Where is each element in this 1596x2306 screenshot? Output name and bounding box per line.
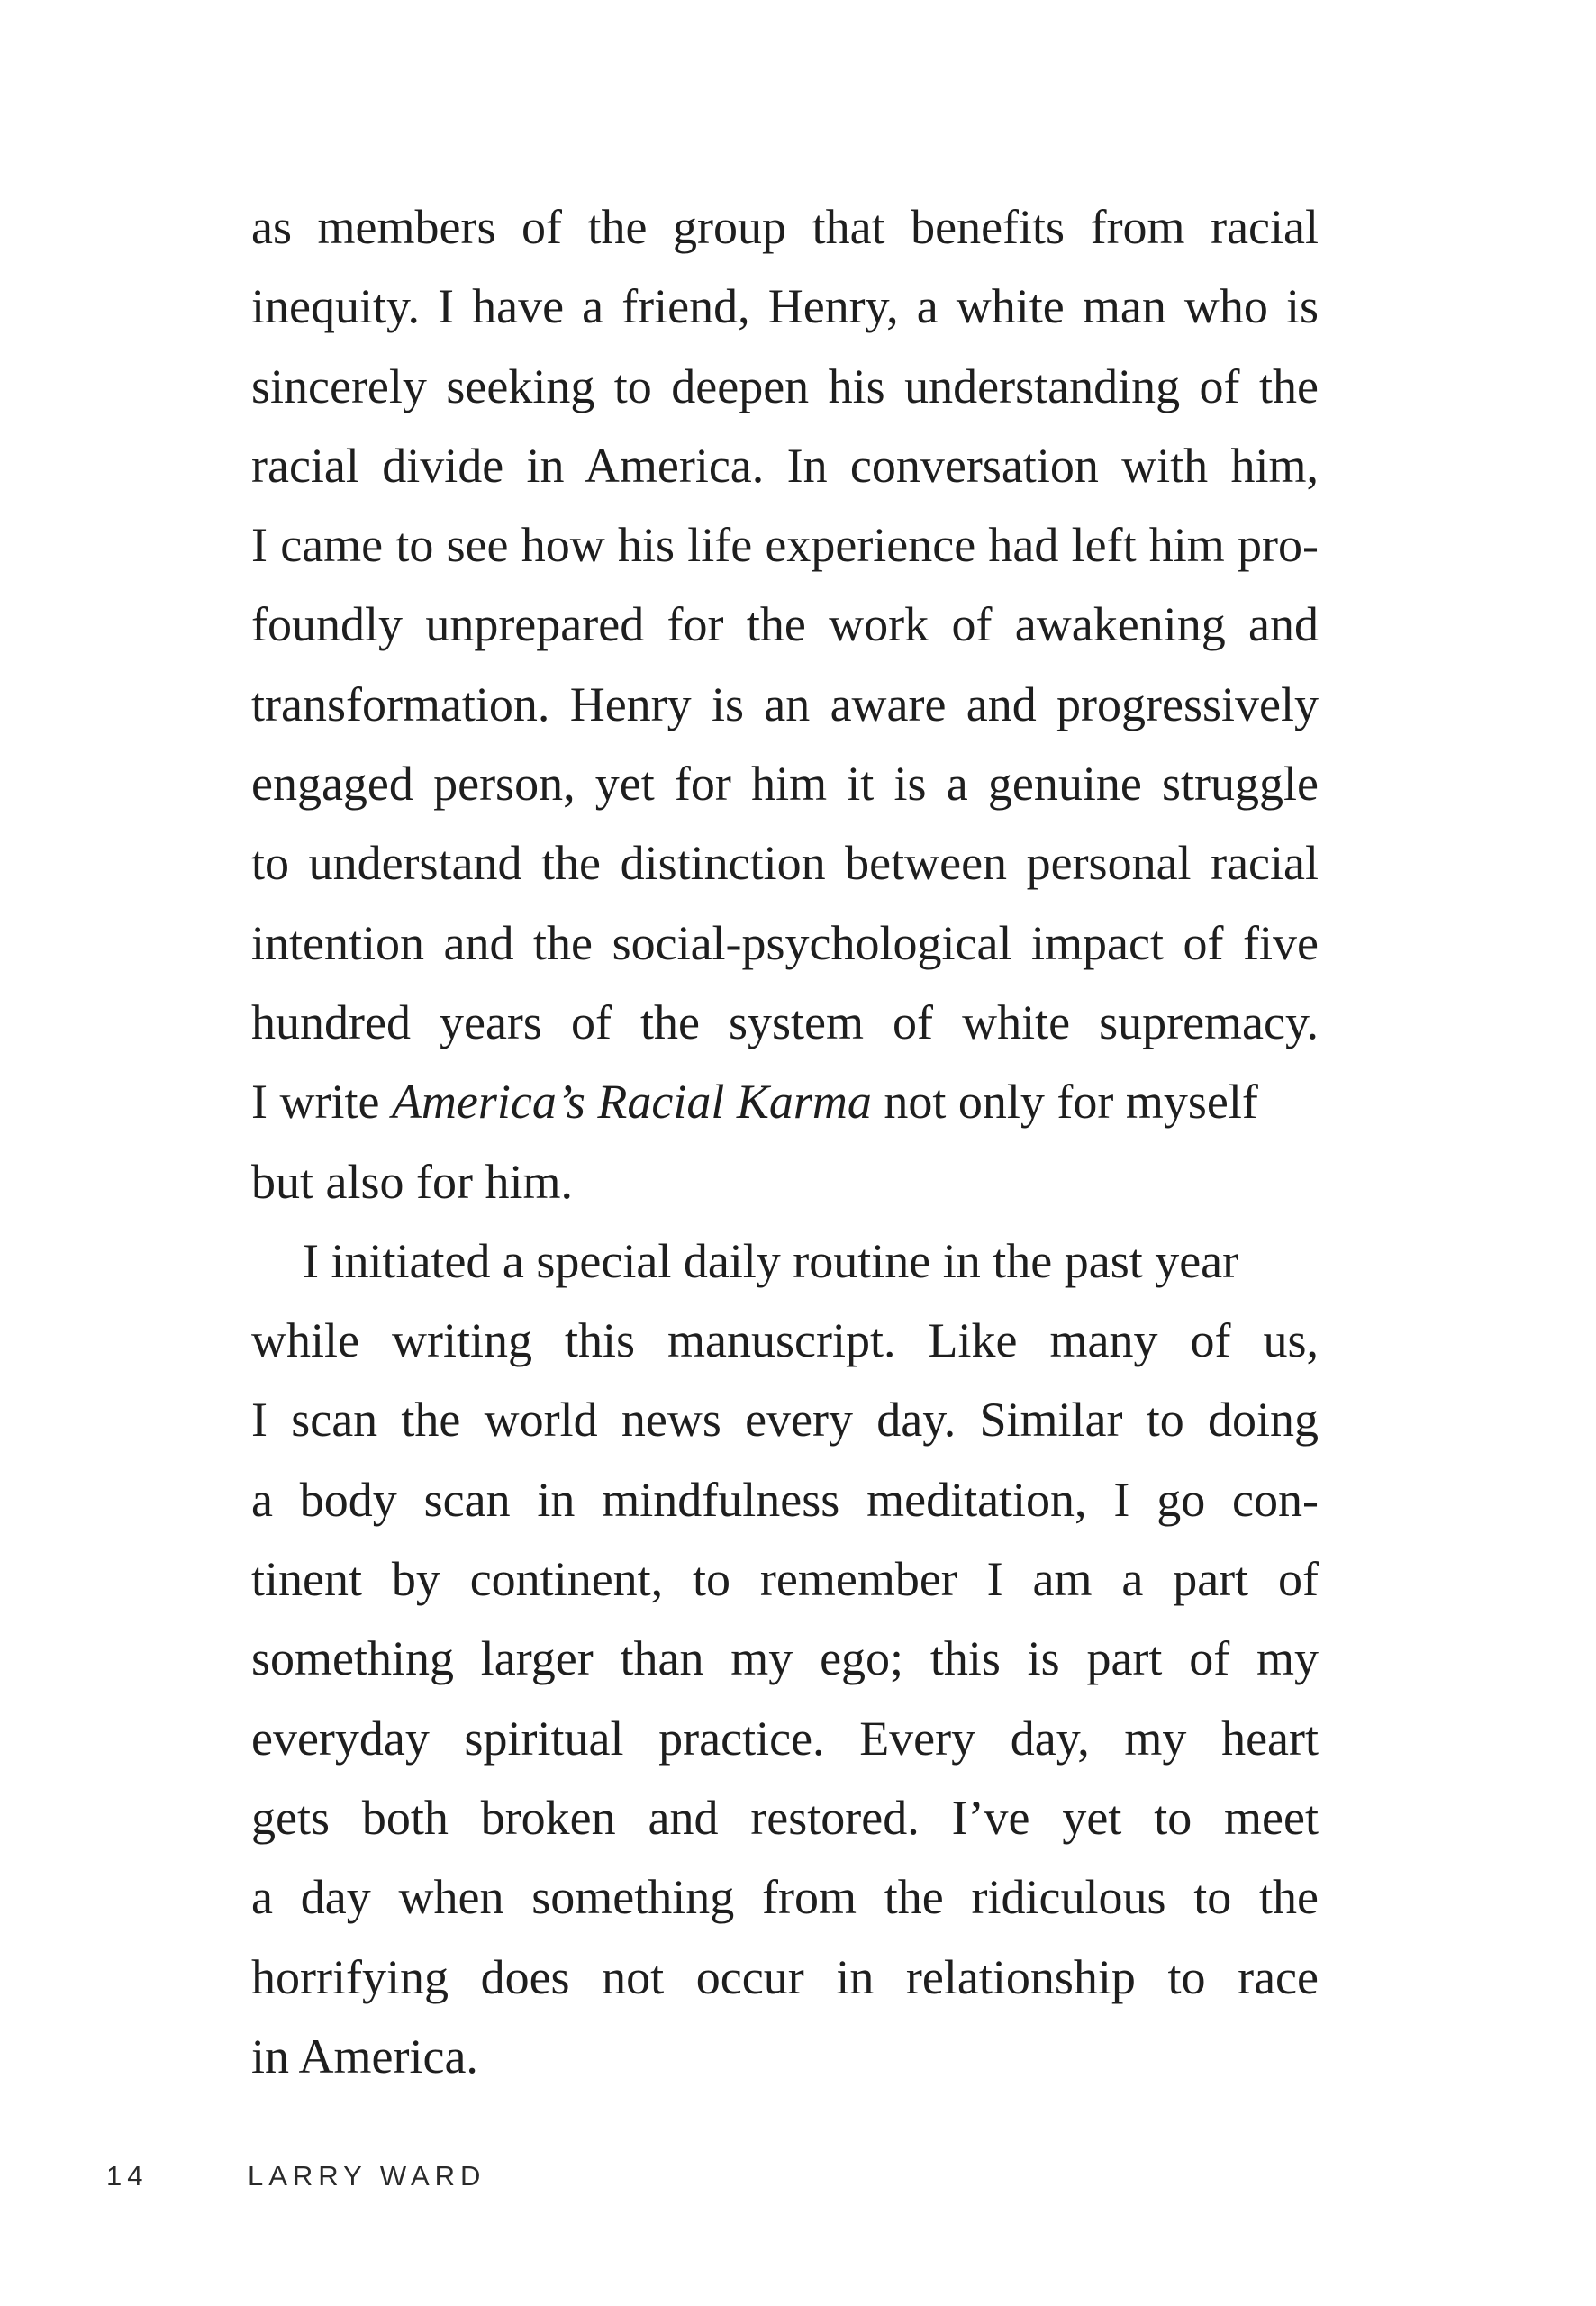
paragraph-1 [251,187,1332,1221]
running-head-author: LARRY WARD [248,2160,486,2192]
text-line: to understand the distinction between personal racial [251,836,1319,891]
text-line: inequity. I have a friend, Henry, a white man who is [251,279,1319,334]
text-line: as members of the group that benefits from racial [251,200,1319,254]
text-line: horrifying does not occur in relationship to race [251,1949,1319,2004]
text-line: engaged person, yet for him it is a genuine struggle [251,757,1319,812]
paragraph-2 [251,1221,1332,2096]
text-fragment: not only for myself [871,1075,1258,1130]
text-line: gets both broken and restored. I’ve yet to meet [251,1790,1319,1845]
text-line: intention and the social-psychological impact of five [251,915,1319,970]
text-line: I initiated a special daily routine in the past year [303,1233,1239,1288]
text-line: everyday spiritual practice. Every day, my heart [251,1711,1319,1766]
text-line: but also for him. [251,1154,573,1209]
text-line: sincerely seeking to deepen his understanding of the [251,359,1319,413]
text-line: a body scan in mindfulness meditation, I go con- [251,1472,1319,1527]
text-fragment: I write [251,1075,392,1130]
page-number: 14 [106,2160,149,2192]
text-line: while writing this manuscript. Like many of us, [251,1313,1319,1368]
text-line: foundly unprepared for the work of awakening and [251,597,1319,652]
text-line: transformation. Henry is an aware and progressively [251,676,1319,731]
text-line: in America. [251,2029,478,2084]
text-line: I came to see how his life experience had left him pro- [251,518,1319,573]
text-line: hundred years of the system of white supremacy. [251,994,1319,1049]
text-line: racial divide in America. In conversation with him, [251,438,1319,493]
text-line: I scan the world news every day. Similar to doing [251,1393,1319,1448]
text-line: a day when something from the ridiculous to the [251,1870,1319,1925]
body-text [251,187,1332,2096]
text-line-with-book-title [251,1062,1332,1141]
book-title: America’s Racial Karma [391,1075,872,1130]
text-line: something larger than my ego; this is part of my [251,1631,1319,1686]
text-line: tinent by continent, to remember I am a part of [251,1552,1319,1607]
